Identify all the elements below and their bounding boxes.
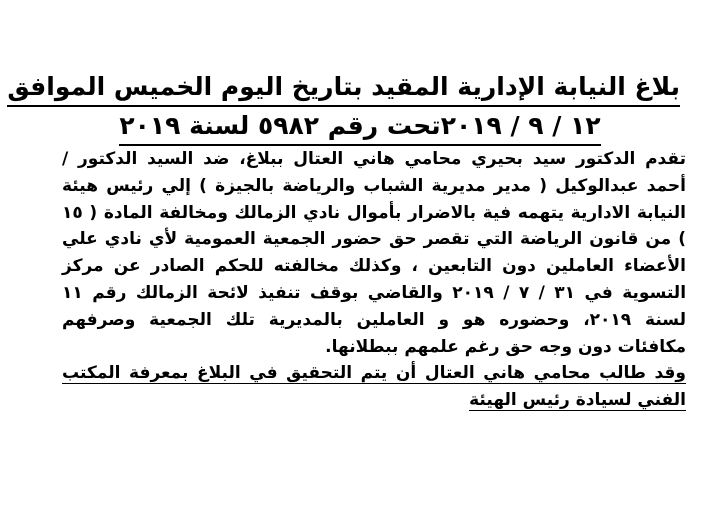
body-paragraph-2-text: وقد طالب محامي هاني العتال أن يتم التحقيق في البلاغ بمعرفة المكتب الفني لسيادة رئيس الهيئة bbox=[62, 363, 686, 411]
title-line-1: بلاغ النيابة الإدارية المقيد بتاريخ اليوم الخميس الموافق bbox=[7, 70, 680, 107]
title-line-2: ١٢ / ٩ / ٢٠١٩تحت رقم ٥٩٨٢ لسنة ٢٠١٩ bbox=[119, 109, 600, 146]
body-paragraph-2 bbox=[62, 360, 686, 414]
body-paragraph-1: تقدم الدكتور سيد بحيري محامي هاني العتال ببلاغ، ضد السيد الدكتور / أحمد عبدالوكيل ( مدير مديرية الشباب والرياضة بالجيزة ) إلي رئيس هيئة النيابة الادارية يتهمه فية بالاضرار بأموال نادي الزمالك ومخالفة المادة ( ١٥ ) من قانون الرياضة التي تقصر حق حضور الجمعية العمومية لأي نادي علي الأعضاء العاملين دون التابعين ، وكذلك مخالفته للحكم الصادر عن مركز التسوية في ٣١ / ٧ / ٢٠١٩ والقاضي بوقف تنفيذ لائحة الزمالك رقم ١١ لسنة ٢٠١٩، وحضوره هو و العاملين بالمديرية تلك الجمعية وصرفهم مكافئات دون وجه حق رغم علمهم ببطلانها. bbox=[62, 149, 687, 357]
document-title bbox=[7, 70, 680, 148]
document-body bbox=[62, 146, 686, 414]
